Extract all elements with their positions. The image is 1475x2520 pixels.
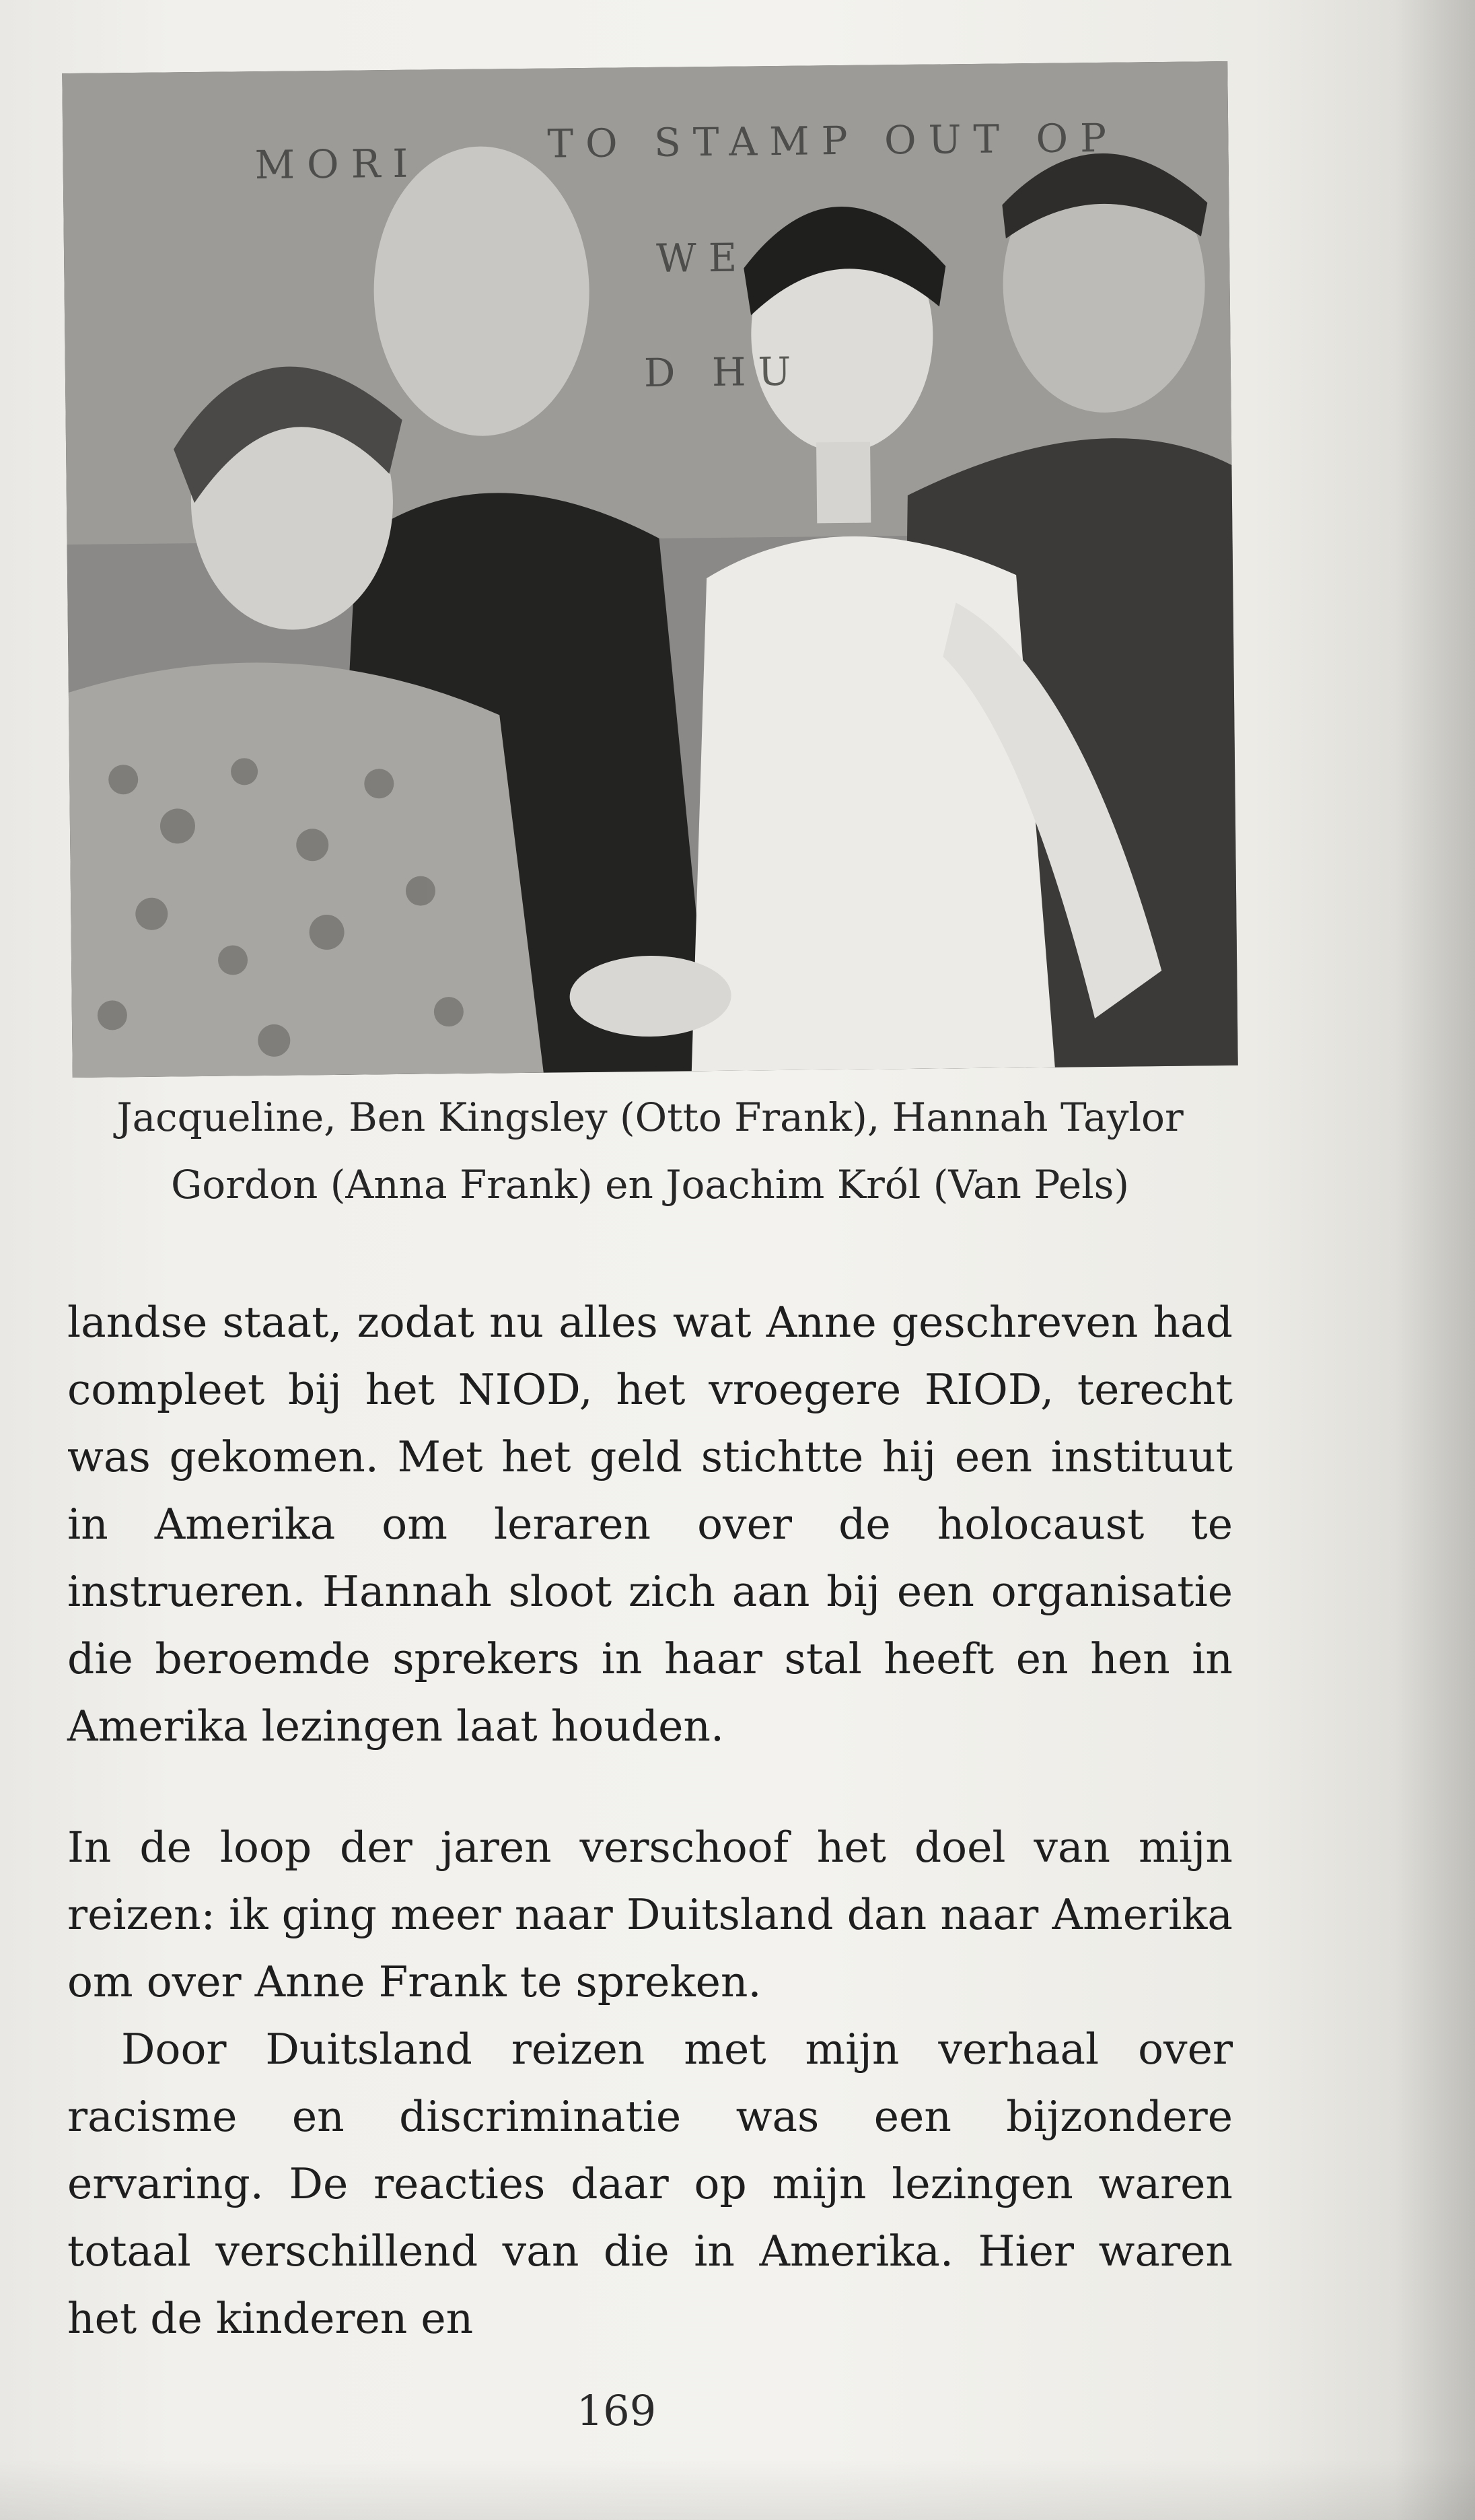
page-number: 169: [576, 2386, 657, 2435]
photo-caption-line-2: Gordon (Anna Frank) en Joachim Król (Van Pels): [170, 1162, 1130, 1208]
wall-text-2: TO STAMP OUT OP: [547, 114, 1119, 167]
photo-caption-line-1: Jacqueline, Ben Kingsley (Otto Frank), Hannah Taylor: [116, 1094, 1184, 1140]
body-paragraph-2: [67, 1814, 1233, 2016]
paragraph-text: Door Duitsland reizen met mijn verhaal over racisme en discriminatie was een bijzondere ervaring. De reacties daar op mijn lezingen waren totaal verschillend van die in Amerika. Hier waren het de kinderen en: [67, 2025, 1233, 2343]
paragraph-text: landse staat, zodat nu alles wat Anne geschreven had compleet bij het NIOD, het vroegere RIOD, terecht was gekomen. Met het geld stichtte hij een instituut in Amerika om leraren over de holocaust te instrueren. Hannah sloot zich aan bij een organisatie die beroemde sprekers in haar stal heeft en hen in Amerika lezingen laat houden.: [67, 1298, 1233, 1751]
photograph: [62, 61, 1238, 1078]
page-bottom-shadow: [0, 2459, 1475, 2520]
body-paragraph-3: [67, 2016, 1233, 2352]
body-paragraph-1: [67, 1289, 1233, 1760]
page-edge-shadow: [1394, 0, 1475, 2520]
photo-illustration: [62, 61, 1238, 1078]
wall-text-4: D HU: [643, 348, 803, 396]
paragraph-text: In de loop der jaren verschoof het doel van mijn reizen: ik ging meer naar Duitsland dan naar Amerika om over Anne Frank te spreken.: [67, 1823, 1233, 2006]
wall-text-3: WE: [655, 234, 750, 281]
wall-text-1: MORI: [254, 140, 421, 188]
